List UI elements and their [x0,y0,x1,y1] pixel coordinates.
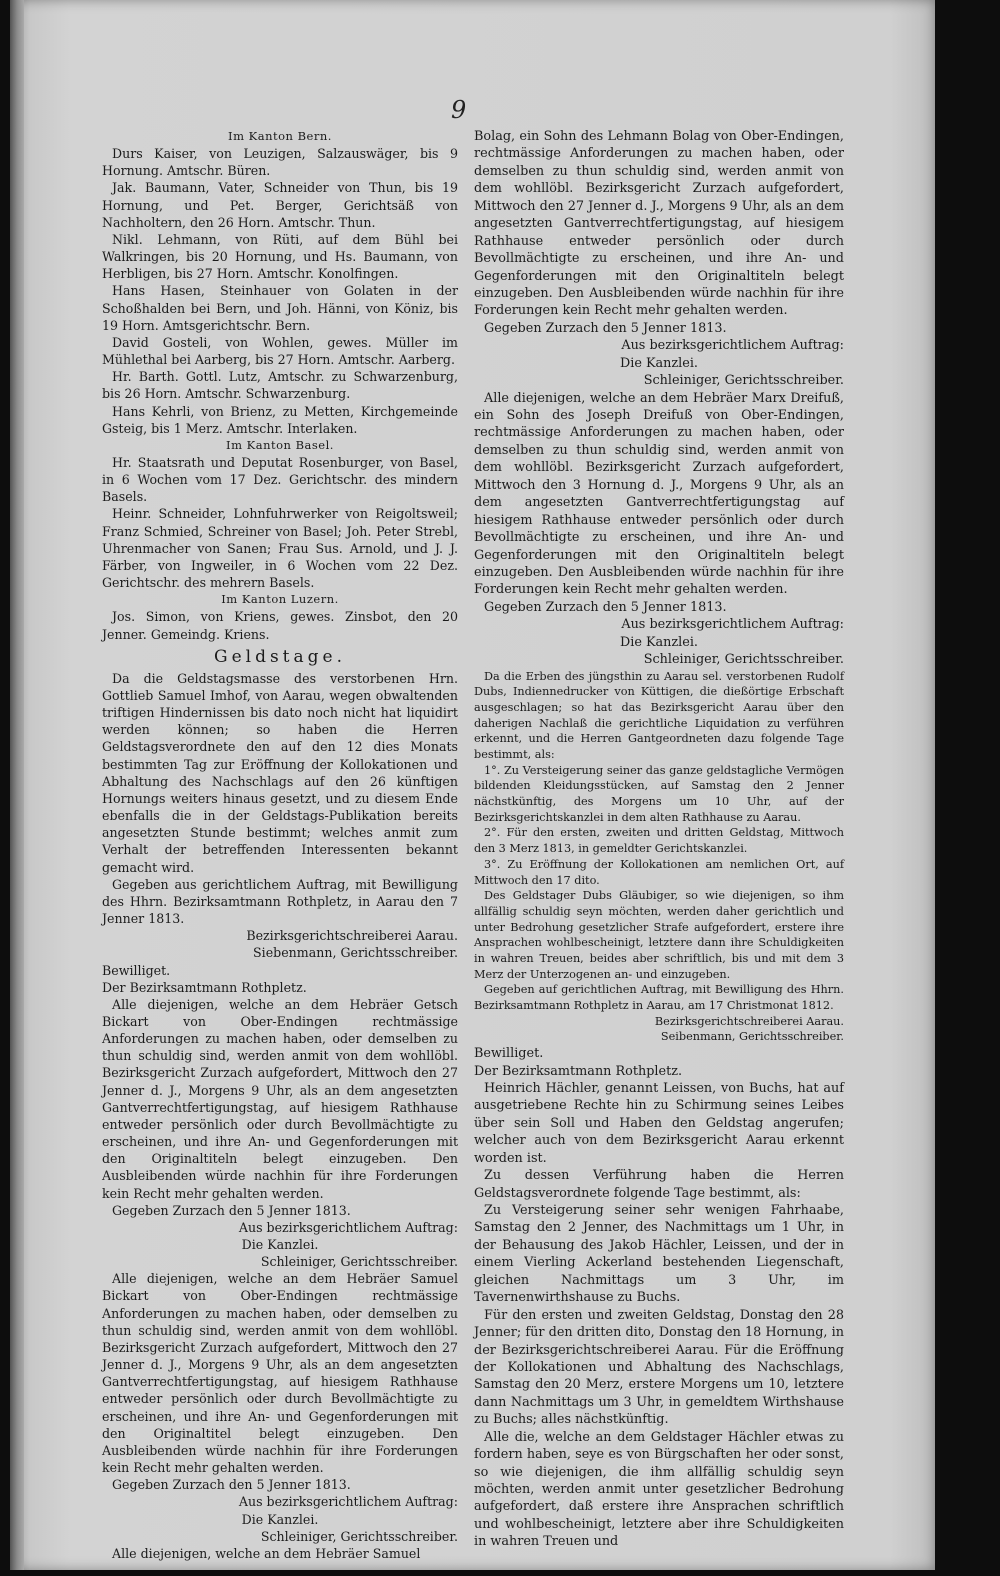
left-column-paragraph: Im Kanton Bern. [228,129,332,143]
left-column-paragraph: Nikl. Lehmann, von Rüti, auf dem Bühl bei Walkringen, bis 20 Hornung, und Hs. Baumann, von Herbligen, bis 27 Horn. Amtschr. Konolfingen. [102,231,458,282]
right-column-paragraph: Aus bezirksgerichtlichem Auftrag: [621,617,844,633]
right-column-paragraph: Bewilliget. [474,1046,544,1062]
right-column-paragraph: Schleiniger, Gerichtsschreiber. [643,652,844,668]
page-number: 9 [451,96,467,124]
right-column-paragraph: Bolag, ein Sohn des Lehmann Bolag von Ober-Endingen, rechtmässige Anforderungen zu machen haben, oder demselben zu thun schuldig sind, werden anmit von dem wohllöbl. Bezirksgericht Zurzach aufgefordert, Mittwoch den 27 Jenner d. J., Morgens 9 Uhr, als an dem angesetzten Gantverrechtfertigungstag, auf hiesigem Rathhause entweder persönlich oder durch Bevollmächtigte zu erscheinen, und ihre An- und Gegenforderungen mit den Originaltiteln belegt einzugeben. Den Ausbleibenden würde nachhin für ihre Forderungen kein Recht mehr gehalten werden. [474,129,844,319]
left-column-paragraph: Alle diejenigen, welche an dem Hebräer Getsch Bickart von Ober-Endingen rechtmässige Anforderungen zu machen haben, oder demselben zu thun schuldig sind, werden anmit von dem wohllöbl. Bezirksgericht Zurzach aufgefordert, Mittwoch den 27 Jenner d. J., Morgens 9 Uhr, als an dem angesetzten Gantverrechtfertigungstag, auf hiesigem Rathhause entweder persönlich oder durch Bevollmächtigte zu erscheinen, und ihre An- und Gegenforderungen mit den Originaltiteln belegt einzugeben. Den Ausbleibenden würde nachhin für ihre Forderungen kein Recht mehr gehalten werden. [102,996,458,1201]
right-column-paragraph: Alle diejenigen, welche an dem Hebräer Marx Dreifuß, ein Sohn des Joseph Dreifuß von Ober-Endingen, rechtmässige Anforderungen zu machen haben, oder demselben zu thun schuldig sind, werden anmit von dem wohllöbl. Bezirksgericht Zurzach aufgefordert, Mittwoch den 3 Hornung d. J., Morgens 9 Uhr, als an dem angesetzten Gantverrechtfertigungstag auf hiesigem Rathhause entweder persönlich oder durch Bevollmächtigte zu erscheinen, und ihre An- und Gegenforderungen mit den Originaltiteln belegt einzugeben. Den Ausbleibenden würde nachhin für ihre Forderungen kein Recht mehr gehalten werden. [474,390,844,598]
left-column-paragraph: Alle diejenigen, welche an dem Hebräer Samuel [112,1545,421,1561]
right-column-paragraph: Der Bezirksamtmann Rothpletz. [474,1063,683,1079]
left-column-paragraph: Siebenmann, Gerichtsschreiber. [253,945,458,961]
left-column-paragraph: Gegeben Zurzach den 5 Jenner 1813. [112,1202,351,1218]
right-column-paragraph: Bezirksgerichtschreiberei Aarau. [654,1014,844,1028]
left-column-paragraph: Aus bezirksgerichtlichem Auftrag: [238,1494,458,1510]
left-column-paragraph: Durs Kaiser, von Leuzigen, Salzauswäger, bis 9 Hornung. Amtschr. Büren. [102,146,458,179]
left-column-paragraph: Der Bezirksamtmann Rothpletz. [102,979,307,995]
right-column-paragraph: Heinrich Hächler, genannt Leissen, von Buchs, hat auf ausgetriebene Rechte hin zu Schirmung seines Leibes über sein Soll und Haben den Geldstag angerufen; welcher auch von dem Bezirksgericht Aarau erkennt worden ist. [474,1080,844,1166]
left-column-paragraph: Aus bezirksgerichtlichem Auftrag: [238,1219,458,1235]
right-column-paragraph: Gegeben auf gerichtlichen Auftrag, mit Bewilligung des Hhrn. Bezirksamtmann Rothpletz in Aarau, am 17 Christmonat 1812. [474,983,844,1012]
right-column [474,128,844,1551]
left-column-paragraph: Hr. Barth. Gottl. Lutz, Amtschr. zu Schwarzenburg, bis 26 Horn. Amtschr. Schwarzenburg. [102,369,458,402]
right-column-paragraph: Zu Versteigerung seiner sehr wenigen Fahrhaabe, Samstag den 2 Jenner, des Nachmittags um 1 Uhr, in der Behausung des Jakob Hächler, Leissen, und der in einem Vierling Ackerland bestehenden Liegenschaft, gleichen Nachmittags um 3 Uhr, im Tavernenwirthshause zu Buchs. [474,1203,844,1306]
left-column-paragraph: David Gosteli, von Wohlen, gewes. Müller im Mühlethal bei Aarberg, bis 27 Horn. Amtschr. Aarberg. [102,334,458,368]
right-column-paragraph: Seibenmann, Gerichtsschreiber. [660,1030,844,1044]
left-column-paragraph: Jos. Simon, von Kriens, gewes. Zinsbot, den 20 Jenner. Gemeindg. Kriens. [102,609,458,642]
left-column-paragraph: Heinr. Schneider, Lohnfuhrwerker von Reigoltsweil; Franz Schmied, Schreiner von Basel; Joh. Peter Strebl, Uhrenmacher von Sanen; Frau Sus. Arnold, und J. J. Färber, von Ingweiler, in 6 Wochen vom 22 Dez. Gerichtschr. des mehrern Basels. [102,506,458,591]
right-column-paragraph: Für den ersten und zweiten Geldstag, Donstag den 28 Jenner; für den dritten dito, Donstag den 18 Hornung, in der Bezirksgerichtschreiberei Aarau. Für die Eröffnung der Kollokationen und Abhaltung des Nachschlags, Samstag den 20 Merz, erstere Morgens um 10, letztere dann Nachmittags um 3 Uhr, in gemeldtem Wirthshause zu Buchs; alles nächstkünftig. [474,1307,844,1428]
right-column-paragraph: Die Kanzlei. [620,355,698,371]
right-column-paragraph: Aus bezirksgerichtlichem Auftrag: [621,338,844,354]
left-column-paragraph: Die Kanzlei. [241,1511,319,1527]
right-column-paragraph: 1°. Zu Versteigerung seiner das ganze geldstagliche Vermögen bildenden Kleidungsstücken, auf Samstag den 2 Jenner nächstkünftig, des Morgens um 10 Uhr, auf der Bezirksgerichtskanzlei in dem alten Rathhause zu Aarau. [474,763,844,824]
left-column-paragraph: Alle diejenigen, welche an dem Hebräer Samuel Bickart von Ober-Endingen rechtmässige Anforderungen zu machen haben, oder demselben zu thun schuldig sind, werden anmit von dem wohllöbl. Bezirksgericht Zurzach aufgefordert, Mittwoch den 27 Jenner d. J., Morgens 9 Uhr, als an dem angesetzten Gantverrechtfertigungstag, auf hiesigem Rathhause entweder persönlich oder durch Bevollmächtigte zu erscheinen, und ihre An- und Gegenforderungen mit den Originaltitel belegt einzugeben. Den Ausbleibenden würde nachhin für ihre Forderungen kein Recht mehr gehalten werden. [102,1271,458,1476]
left-column-paragraph: Hr. Staatsrath und Deputat Rosenburger, von Basel, in 6 Wochen vom 17 Dez. Gerichtschr. des mindern Basels. [102,454,458,505]
right-column-paragraph: Des Geldstager Dubs Gläubiger, so wie diejenigen, so ihm allfällig schuldig seyn möchten, werden daher gerichtlich und unter Bedrohung gesetzlicher Strafe aufgefordert, erstere ihre Ansprachen wohlbescheinigt, letztere dann ihre Schuldigkeiten in wahren Treuen, beides aber schriftlich, bis und mit dem 3 Merz der Unterzogenen an- und einzugeben. [474,889,844,981]
left-column [102,128,458,1562]
right-column-paragraph: 3°. Zu Eröffnung der Kollokationen am nemlichen Ort, auf Mittwoch den 17 dito. [474,857,844,887]
left-column-paragraph: Die Kanzlei. [241,1237,319,1252]
left-column-paragraph: Gegeben Zurzach den 5 Jenner 1813. [112,1477,351,1493]
right-column-paragraph: Da die Erben des jüngsthin zu Aarau sel. verstorbenen Rudolf Dubs, Indiennedrucker von Küttigen, die dießörtige Erbschaft ausgeschlagen; so hat das Bezirksgericht Aarau über den daherigen Nachlaß die gerichtliche Liquidation zu verführen erkennt, und die Herren Gantgeordneten dazu folgende Tage bestimmt, als: [474,669,844,761]
left-column-paragraph: Da die Geldstagsmasse des verstorbenen Hrn. Gottlieb Samuel Imhof, von Aarau, wegen obwaltenden triftigen Hindernissen bis dato noch nicht hat liquidirt werden können; so haben die Herren Geldstagsverordnete den auf den 12 dies Monats bestimmten Tag zur Eröffnung der Kollokationen und Abhaltung des Nachschlags auf den 26 künftigen Hornungs weiters hinaus gesetzt, und zu diesem Ende ebenfalls die in der Geldstags-Publikation bereits angesetzten Stunde bestimmt; welches anmit zum Verhalt der betreffenden Interessenten bekannt gemacht wird. [102,670,458,875]
right-column-paragraph: Gegeben Zurzach den 5 Jenner 1813. [484,320,727,336]
left-column-paragraph: Bezirksgerichtschreiberei Aarau. [246,928,458,944]
binding-fold [10,0,24,1570]
left-column-paragraph: Hans Kehrli, von Brienz, zu Metten, Kirchgemeinde Gsteig, bis 1 Merz. Amtschr. Interlaken. [102,403,458,436]
right-column-paragraph: Alle die, welche an dem Geldstager Hächler etwas zu fordern haben, seye es von Bürgschaften her oder sonst, so wie diejenigen, die ihm allfällig schuldig seyn möchten, werden anmit unter gesetzlicher Bedrohung aufgefordert, daß erstere ihre Ansprachen schriftlich und wohlbescheinigt, letztere aber ihre Schuldigkeiten in wahren Treuen und [474,1429,844,1550]
right-column-paragraph: 2°. Für den ersten, zweiten und dritten Geldstag, Mittwoch den 3 Merz 1813, in gemeldter Gerichtskanzlei. [474,826,844,856]
right-column-paragraph: Gegeben Zurzach den 5 Jenner 1813. [484,599,727,615]
left-column-paragraph: Gegeben aus gerichtlichem Auftrag, mit Bewilligung des Hhrn. Bezirksamtmann Rothpletz, in Aarau den 7 Jenner 1813. [102,876,458,927]
right-column-paragraph: Schleiniger, Gerichtsschreiber. [643,373,844,389]
left-column-paragraph: Im Kanton Basel. [226,437,334,452]
right-column-paragraph: Zu dessen Verführung haben die Herren Geldstagsverordnete folgende Tage bestimmt, als: [474,1168,844,1201]
left-column-paragraph: Hans Hasen, Steinhauer von Golaten in der Schoßhalden bei Bern, und Joh. Hänni, von Köniz, bis 19 Horn. Amtsgerichtschr. Bern. [102,283,458,333]
left-column-paragraph: Bewilliget. [102,962,171,978]
left-column-paragraph: Schleiniger, Gerichtsschreiber. [260,1528,458,1544]
left-column-paragraph: Im Kanton Luzern. [221,592,339,607]
left-column-paragraph: Schleiniger, Gerichtsschreiber. [260,1254,458,1270]
right-column-paragraph: Die Kanzlei. [620,634,698,650]
left-column-paragraph: Jak. Baumann, Vater, Schneider von Thun, bis 19 Hornung, und Pet. Berger, Gerichtsäß von Nachholtern, den 26 Horn. Amtschr. Thun. [102,180,458,230]
left-column-paragraph: Geldstage. [214,646,346,667]
